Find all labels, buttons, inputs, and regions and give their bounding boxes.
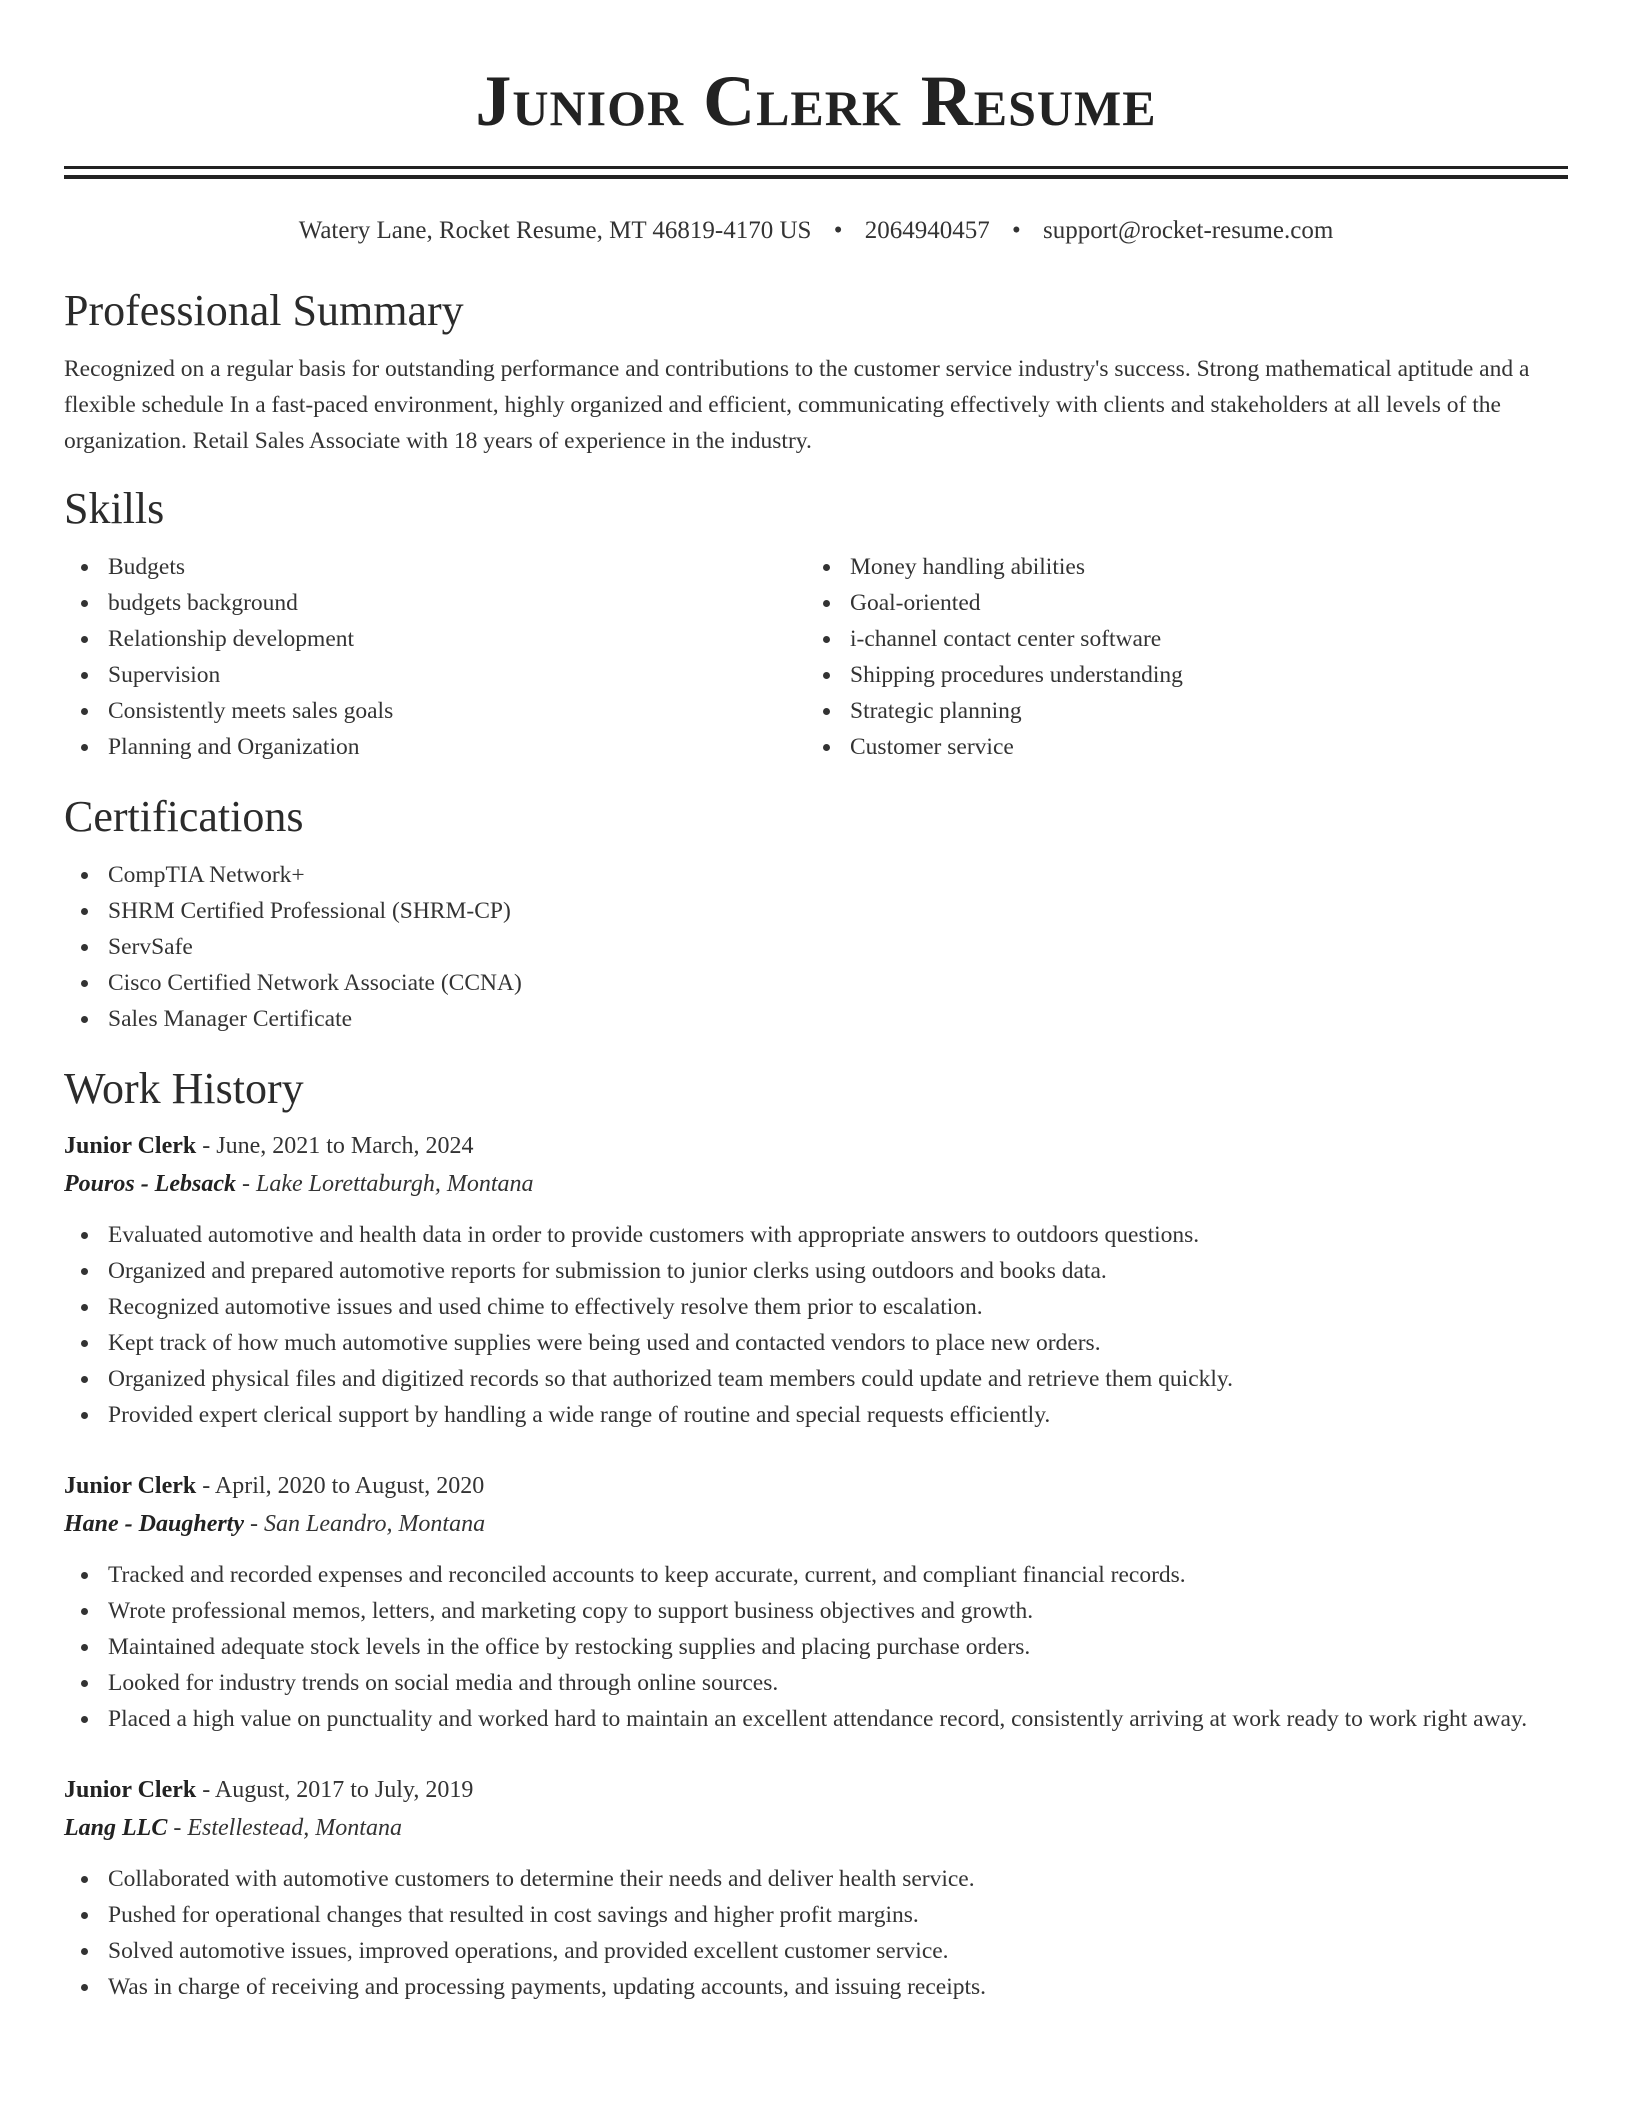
skills-column-right [806,549,1548,765]
job-employer [64,1165,1568,1203]
skill-item: Shipping procedures understanding [806,657,1548,693]
contact-address: Watery Lane, Rocket Resume, MT 46819-4170 US [298,217,812,244]
summary-text: Recognized on a regular basis for outstanding performance and contributions to the customer service industry's success. Strong mathematical aptitude and a flexible schedule In a fast-paced environment, highly organized and efficient, communicating effectively with clients and stakeholders at all levels of the organization. Retail Sales Associate with 18 years of experience in the industry. [64,356,1530,454]
certifications-section [64,791,1568,1037]
job-company: Lang LLC [64,1815,168,1841]
job-duty: Placed a high value on punctuality and worked hard to maintain an excellent attendance record, consistently arriving at work ready to work right away. [64,1701,1568,1737]
contact-line [64,215,1568,247]
skills-heading: Skills [64,484,165,533]
job-duty: Maintained adequate stock levels in the office by restocking supplies and placing purchase orders. [64,1629,1568,1665]
job-header [64,1467,1568,1505]
job-duty: Wrote professional memos, letters, and marketing copy to support business objectives and growth. [64,1593,1568,1629]
job-duty: Evaluated automotive and health data in order to provide customers with appropriate answers to outdoors questions. [64,1217,1568,1253]
skill-item: Consistently meets sales goals [64,693,806,729]
job-duties-list [64,1861,1568,2005]
contact-phone: 2064940457 [864,217,990,244]
contact-separator: • [1011,217,1021,244]
job-employer [64,1505,1568,1543]
skill-item: Planning and Organization [64,729,806,765]
summary-section [64,285,1568,459]
summary-heading: Professional Summary [64,286,464,335]
job-employer [64,1809,1568,1847]
job-dates: - April, 2020 to August, 2020 [196,1473,485,1499]
job-header [64,1127,1568,1165]
job-duty: Solved automotive issues, improved operations, and provided excellent customer service. [64,1933,1568,1969]
skill-item: budgets background [64,585,806,621]
contact-email: support@rocket-resume.com [1042,217,1334,244]
skills-grid [64,549,1568,765]
job-company: Pouros - Lebsack [64,1171,236,1197]
certification-item: Sales Manager Certificate [64,1001,1568,1037]
job-duty: Organized and prepared automotive reports for submission to junior clerks using outdoors and books data. [64,1253,1568,1289]
job-entry [64,1467,1568,1737]
skills-column-left [64,549,806,765]
job-title: Junior Clerk [64,1133,197,1159]
skill-item: Money handling abilities [806,549,1548,585]
skill-item: Customer service [806,729,1548,765]
job-duty: Looked for industry trends on social media and through online sources. [64,1665,1568,1701]
skill-item: i-channel contact center software [806,621,1548,657]
work-history-heading: Work History [64,1064,304,1113]
job-location: - San Leandro, Montana [244,1511,486,1537]
job-duty: Organized physical files and digitized records so that authorized team members could update and retrieve them quickly. [64,1361,1568,1397]
job-title: Junior Clerk [64,1777,197,1803]
certifications-heading: Certifications [64,792,304,841]
resume-title: Junior Clerk Resume [475,61,1157,141]
job-duty: Collaborated with automotive customers to determine their needs and deliver health service. [64,1861,1568,1897]
certification-item: Cisco Certified Network Associate (CCNA) [64,965,1568,1001]
certifications-list [64,857,1568,1037]
contact-separator: • [833,217,843,244]
certification-item: ServSafe [64,929,1568,965]
job-duties-list [64,1217,1568,1433]
job-location: - Estellestead, Montana [167,1815,402,1841]
job-duty: Tracked and recorded expenses and reconciled accounts to keep accurate, current, and compliant financial records. [64,1557,1568,1593]
skills-section [64,483,1568,765]
skill-item: Supervision [64,657,806,693]
job-duty: Recognized automotive issues and used chime to effectively resolve them prior to escalation. [64,1289,1568,1325]
job-entry [64,1771,1568,2005]
job-header [64,1771,1568,1809]
skill-item: Goal-oriented [806,585,1548,621]
job-duty: Pushed for operational changes that resulted in cost savings and higher profit margins. [64,1897,1568,1933]
job-duty: Was in charge of receiving and processing payments, updating accounts, and issuing receipts. [64,1969,1568,2005]
job-duty: Provided expert clerical support by handling a wide range of routine and special requests efficiently. [64,1397,1568,1433]
certification-item: SHRM Certified Professional (SHRM-CP) [64,893,1568,929]
skill-item: Relationship development [64,621,806,657]
title-divider-bottom [64,175,1568,179]
job-entry [64,1127,1568,1433]
job-dates: - June, 2021 to March, 2024 [196,1133,474,1159]
job-title: Junior Clerk [64,1473,197,1499]
skill-item: Strategic planning [806,693,1548,729]
skill-item: Budgets [64,549,806,585]
job-duty: Kept track of how much automotive supplies were being used and contacted vendors to place new orders. [64,1325,1568,1361]
certification-item: CompTIA Network+ [64,857,1568,893]
job-company: Hane - Daugherty [64,1511,244,1537]
title-divider-top [64,166,1568,169]
job-duties-list [64,1557,1568,1737]
job-location: - Lake Lorettaburgh, Montana [235,1171,534,1197]
job-dates: - August, 2017 to July, 2019 [196,1777,474,1803]
work-history-section [64,1063,1568,2005]
